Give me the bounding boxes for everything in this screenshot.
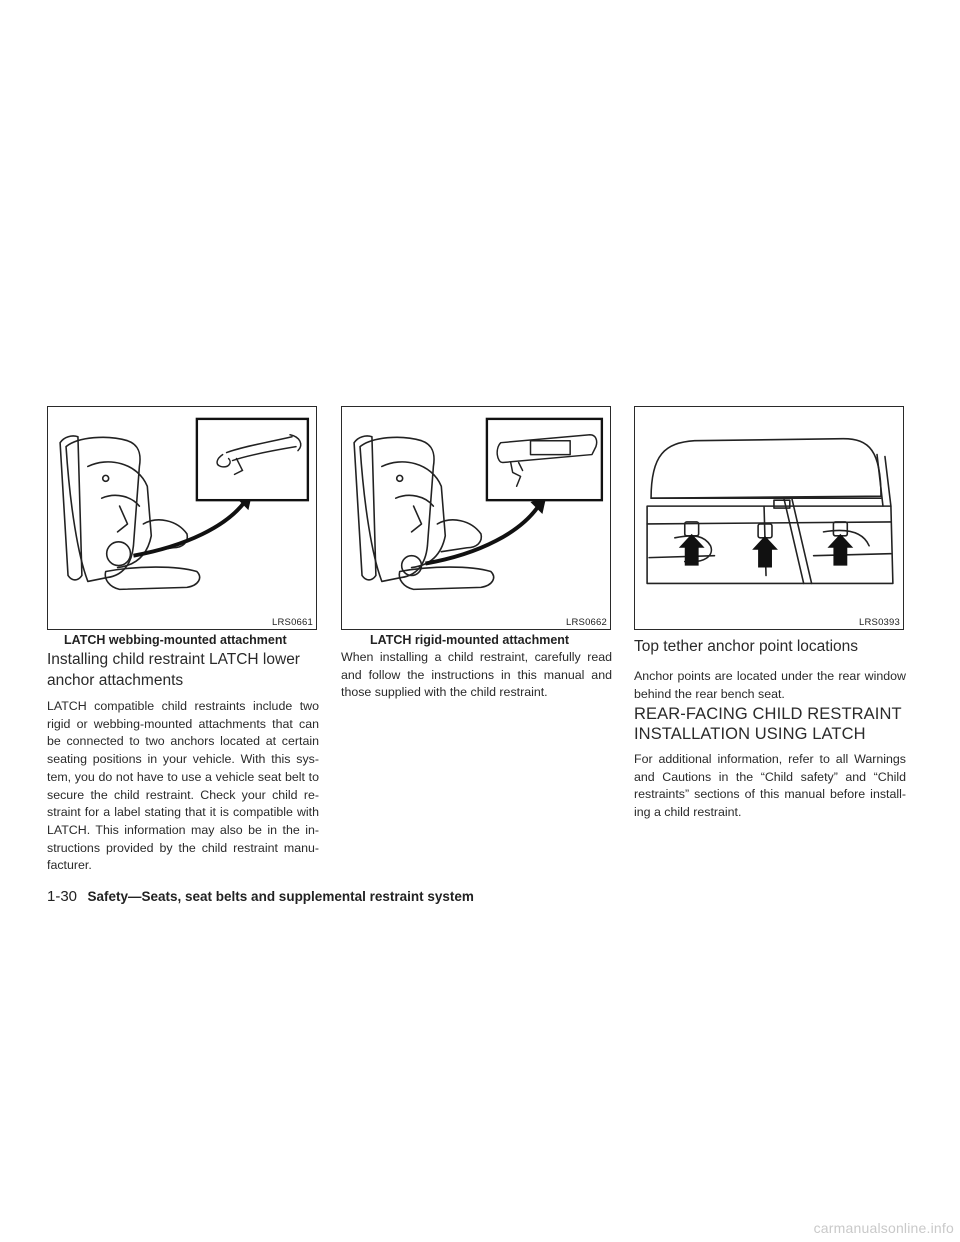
- figure-top-tether: [634, 406, 904, 630]
- body-paragraph: Anchor points are located under the rear window behind the rear bench seat.: [634, 669, 906, 701]
- section-heading-major: REAR-FACING CHILD RESTRAINT INSTALLATION USING LATCH: [634, 705, 902, 743]
- figure-latch-rigid: [341, 406, 611, 630]
- section-heading: Top tether anchor point locations: [634, 638, 859, 655]
- watermark: carmanualsonline.info: [813, 1220, 954, 1236]
- page-number: 1-30: [47, 888, 78, 905]
- body-paragraph: For additional information, refer to all Warnings and Cautions in the “Child safety” and “Child restraints” sections of this manual before install- ing a child restraint.: [634, 752, 906, 820]
- rear-shelf-illustration: [635, 407, 903, 629]
- chapter-title: Safety—Seats, seat belts and supplemental restraint system: [87, 889, 474, 904]
- figure-code: LRS0661: [271, 617, 313, 628]
- seat-illustration-rigid: [342, 407, 610, 629]
- body-paragraph: When installing a child restraint, carefully read and follow the instructions in this manual and those supplied with the child restraint.: [341, 650, 612, 700]
- section-heading: Installing child restraint LATCH lower anchor attachments: [47, 651, 300, 689]
- seat-illustration-webbing: [48, 407, 316, 629]
- figure-caption: LATCH webbing-mounted attachment: [64, 633, 287, 647]
- figure-latch-webbing: [47, 406, 317, 630]
- figure-code: LRS0393: [858, 617, 900, 628]
- figure-caption: LATCH rigid-mounted attachment: [370, 633, 570, 647]
- page-footer: [47, 888, 474, 906]
- body-paragraph: LATCH compatible child restraints include two rigid or webbing-mounted attachments that can be connected to two anchors located at certain seating positions in your vehicle. With this sys- tem, you do not have to use a vehicle seat belt to secure the child restraint. Check your child re- straint for a label stating that it is compatible with LATCH. This information may also be in the in- structions provided by the child restraint manu- facturer.: [47, 699, 319, 873]
- figure-code: LRS0662: [565, 617, 607, 628]
